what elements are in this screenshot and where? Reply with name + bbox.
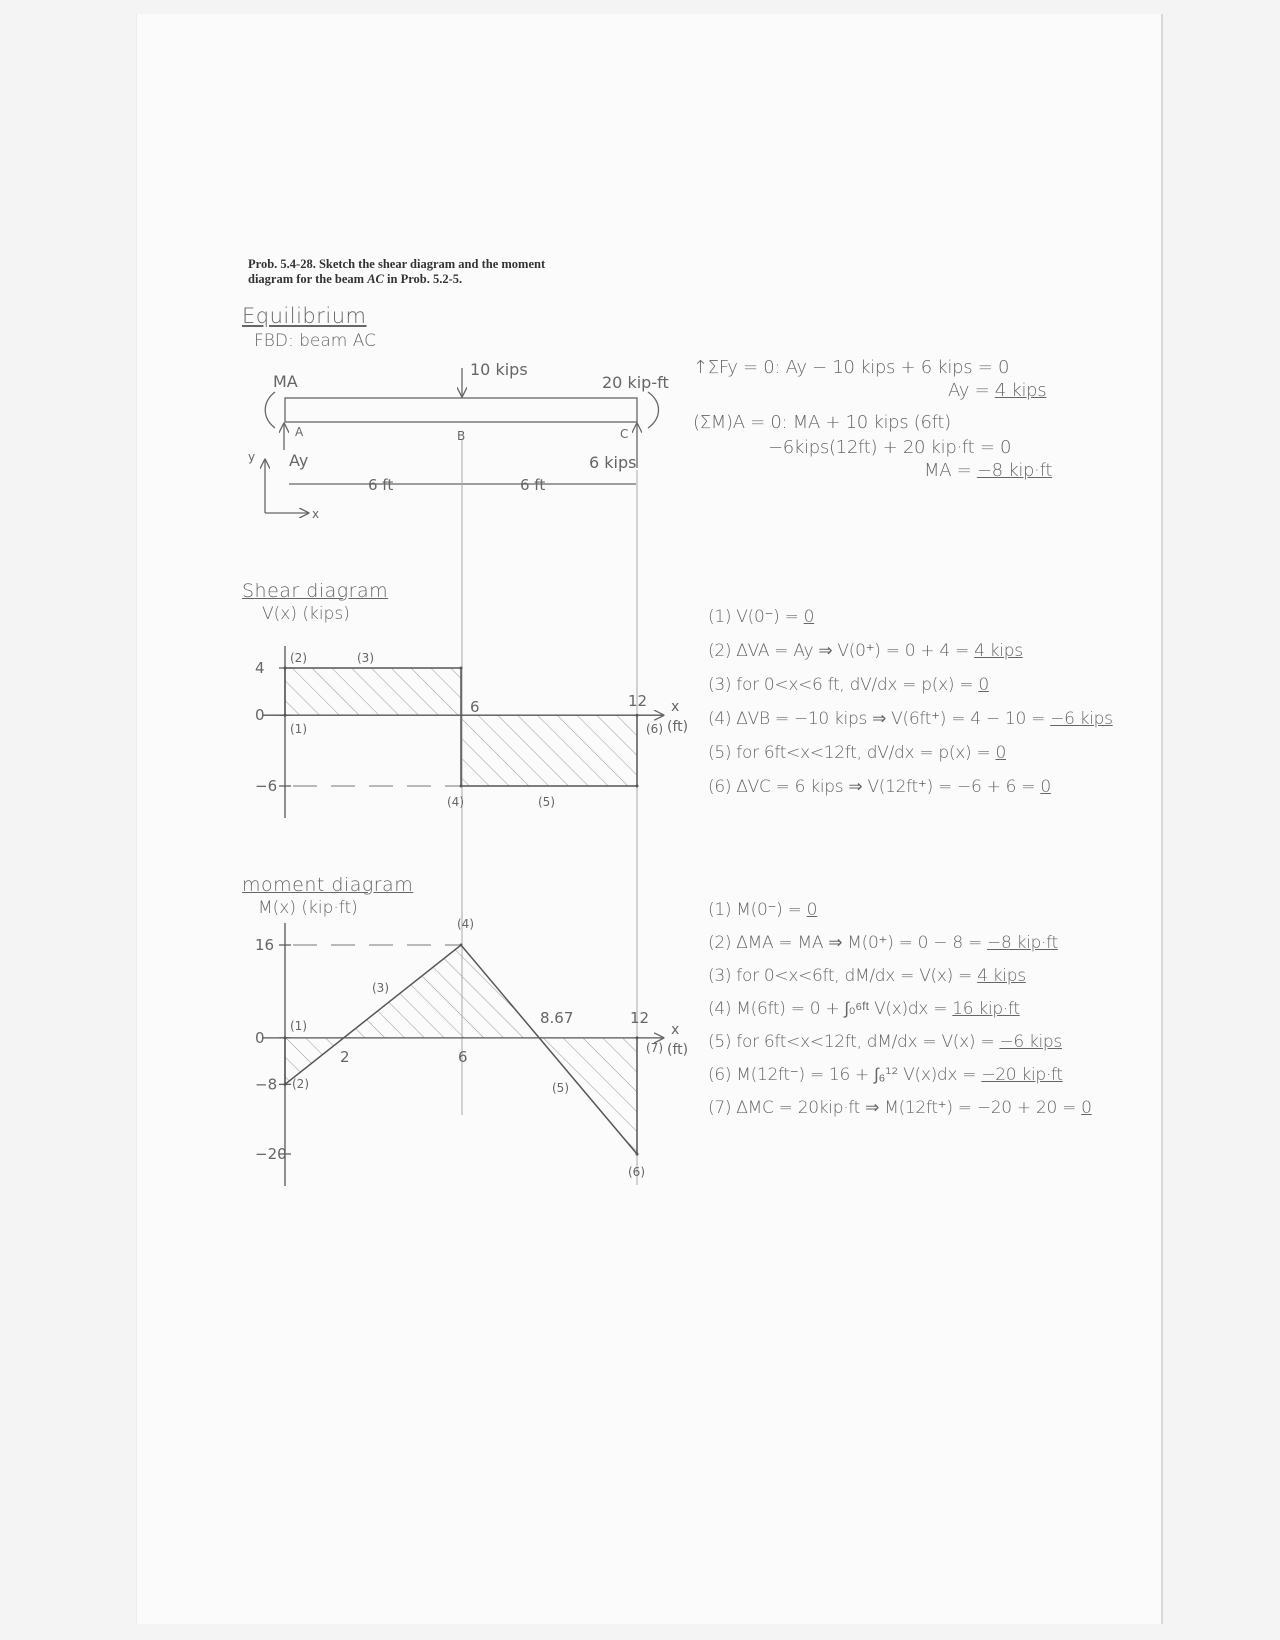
shear-axis-label: V(x) (kips)	[262, 604, 350, 624]
shear-step-3: (3) for 0<x<6 ft, dV/dx = p(x) = 0	[708, 675, 989, 695]
moment-step-3: (3) for 0<x<6ft, dM/dx = V(x) = 4 kips	[708, 966, 1026, 986]
moment-chart-y-tick-label: 0	[255, 1028, 265, 1047]
shear-chart-x-label: x	[671, 699, 680, 716]
problem-line-2: diagram for the beam AC in Prob. 5.2-5.	[248, 272, 463, 286]
moment-a-arc	[265, 392, 275, 428]
fbd-span-ab: 6 ft	[368, 476, 394, 494]
fbd-axis-x: x	[312, 507, 320, 521]
shear-chart-x-unit: (ft)	[667, 719, 689, 736]
moment-annotation: (7)	[646, 1041, 663, 1055]
problem-line-1: Prob. 5.4-28. Sketch the shear diagram and the moment	[248, 257, 546, 271]
ay-result: Ay = 4 kips	[948, 380, 1047, 401]
moment-annotation: (6)	[628, 1165, 645, 1179]
fbd-axis-y: y	[248, 450, 256, 464]
moment-x-tick-label: 8.67	[540, 1009, 574, 1027]
moment-annotation: (3)	[372, 981, 389, 995]
fbd-moment-c-label: 20 kip-ft	[602, 373, 669, 392]
fbd-load-b-label: 10 kips	[470, 360, 528, 379]
shear-annotation: (1)	[290, 722, 307, 736]
shear-step-2: (2) ΔVA = Ay ⇒ V(0⁺) = 0 + 4 = 4 kips	[708, 641, 1023, 661]
moment-step-7: (7) ΔMC = 20kip·ft ⇒ M(12ft⁺) = −20 + 20 = 0	[708, 1098, 1092, 1118]
moment-annotation: (1)	[290, 1019, 307, 1033]
moment-chart-y-tick-label: 16	[255, 936, 275, 954]
fbd-reaction-c-label: 6 kips	[589, 453, 637, 472]
fbd-label: FBD: beam AC	[254, 331, 376, 351]
fbd-reaction-a-label: Ay	[289, 451, 309, 470]
shear-annotation: (3)	[357, 651, 374, 665]
beam-ac	[285, 398, 637, 422]
moment-chart-y-tick-label: −20	[255, 1145, 287, 1163]
moment-chart	[255, 917, 688, 1186]
shear-annotation: (6)	[646, 722, 663, 736]
sum-fy-equation: ↑ΣFy = 0: Ay − 10 kips + 6 kips = 0	[693, 357, 1010, 378]
shear-step-4: (4) ΔVB = −10 kips ⇒ V(6ft⁺) = 4 − 10 = −6 kips	[708, 709, 1113, 729]
moment-x-tick-label: 2	[340, 1048, 350, 1066]
moment-axis-label: M(x) (kip·ft)	[258, 898, 358, 918]
sum-ma-equation-2: −6kips(12ft) + 20 kip·ft = 0	[768, 437, 1012, 458]
shear-annotation: (2)	[290, 651, 307, 665]
moment-annotation: (5)	[552, 1081, 569, 1095]
moment-annotation: (4)	[457, 917, 474, 931]
moment-chart-x-unit: (ft)	[667, 1041, 689, 1058]
shear-chart-point	[636, 785, 639, 788]
moment-x-tick-label: 12	[630, 1009, 650, 1027]
fbd-moment-a-label: MA	[273, 372, 298, 391]
fbd-point-b: B	[457, 429, 466, 443]
shear-chart-y-tick-label: 0	[255, 706, 265, 725]
fbd-point-a: A	[295, 425, 304, 439]
sum-ma-equation-1: (ΣM)A = 0: MA + 10 kips (6ft)	[693, 412, 951, 433]
moment-chart-y-tick-label: −8	[255, 1075, 278, 1094]
shear-step-5: (5) for 6ft<x<12ft, dV/dx = p(x) = 0	[708, 743, 1007, 763]
moment-x-tick-label: 6	[458, 1048, 468, 1066]
moment-annotation: (2)	[292, 1077, 309, 1091]
moment-chart-x-label: x	[671, 1021, 680, 1038]
fbd-span-bc: 6 ft	[520, 476, 546, 494]
shear-step-1: (1) V(0⁻) = 0	[708, 607, 815, 627]
shear-x-tick-label: 12	[628, 692, 648, 710]
shear-chart	[255, 646, 688, 818]
shear-step-6: (6) ΔVC = 6 kips ⇒ V(12ft⁺) = −6 + 6 = 0	[708, 777, 1051, 797]
shear-heading: Shear diagram	[242, 580, 389, 602]
moment-step-1: (1) M(0⁻) = 0	[708, 900, 818, 920]
moment-c-arc	[648, 392, 659, 428]
equilibrium-heading: Equilibrium	[242, 304, 367, 328]
shear-annotation: (4)	[447, 795, 464, 809]
ma-result: MA = −8 kip·ft	[924, 460, 1053, 481]
shear-x-tick-label: 6	[470, 698, 480, 716]
shear-chart-point	[460, 667, 463, 670]
fbd-point-c: C	[620, 427, 629, 441]
moment-step-5: (5) for 6ft<x<12ft, dM/dx = V(x) = −6 kips	[708, 1032, 1062, 1052]
shear-chart-y-tick-label: 4	[255, 659, 265, 677]
moment-step-4: (4) M(6ft) = 0 + ∫₀⁶ᶠᵗ V(x)dx = 16 kip·ft	[708, 999, 1020, 1019]
moment-heading: moment diagram	[242, 874, 414, 896]
moment-chart-point	[636, 1153, 639, 1156]
shear-chart-y-tick-label: −6	[255, 777, 278, 795]
moment-step-6: (6) M(12ft⁻) = 16 + ∫₆¹² V(x)dx = −20 kip·ft	[708, 1065, 1063, 1085]
moment-step-2: (2) ΔMA = MA ⇒ M(0⁺) = 0 − 8 = −8 kip·ft	[708, 933, 1058, 953]
shear-annotation: (5)	[538, 795, 555, 809]
